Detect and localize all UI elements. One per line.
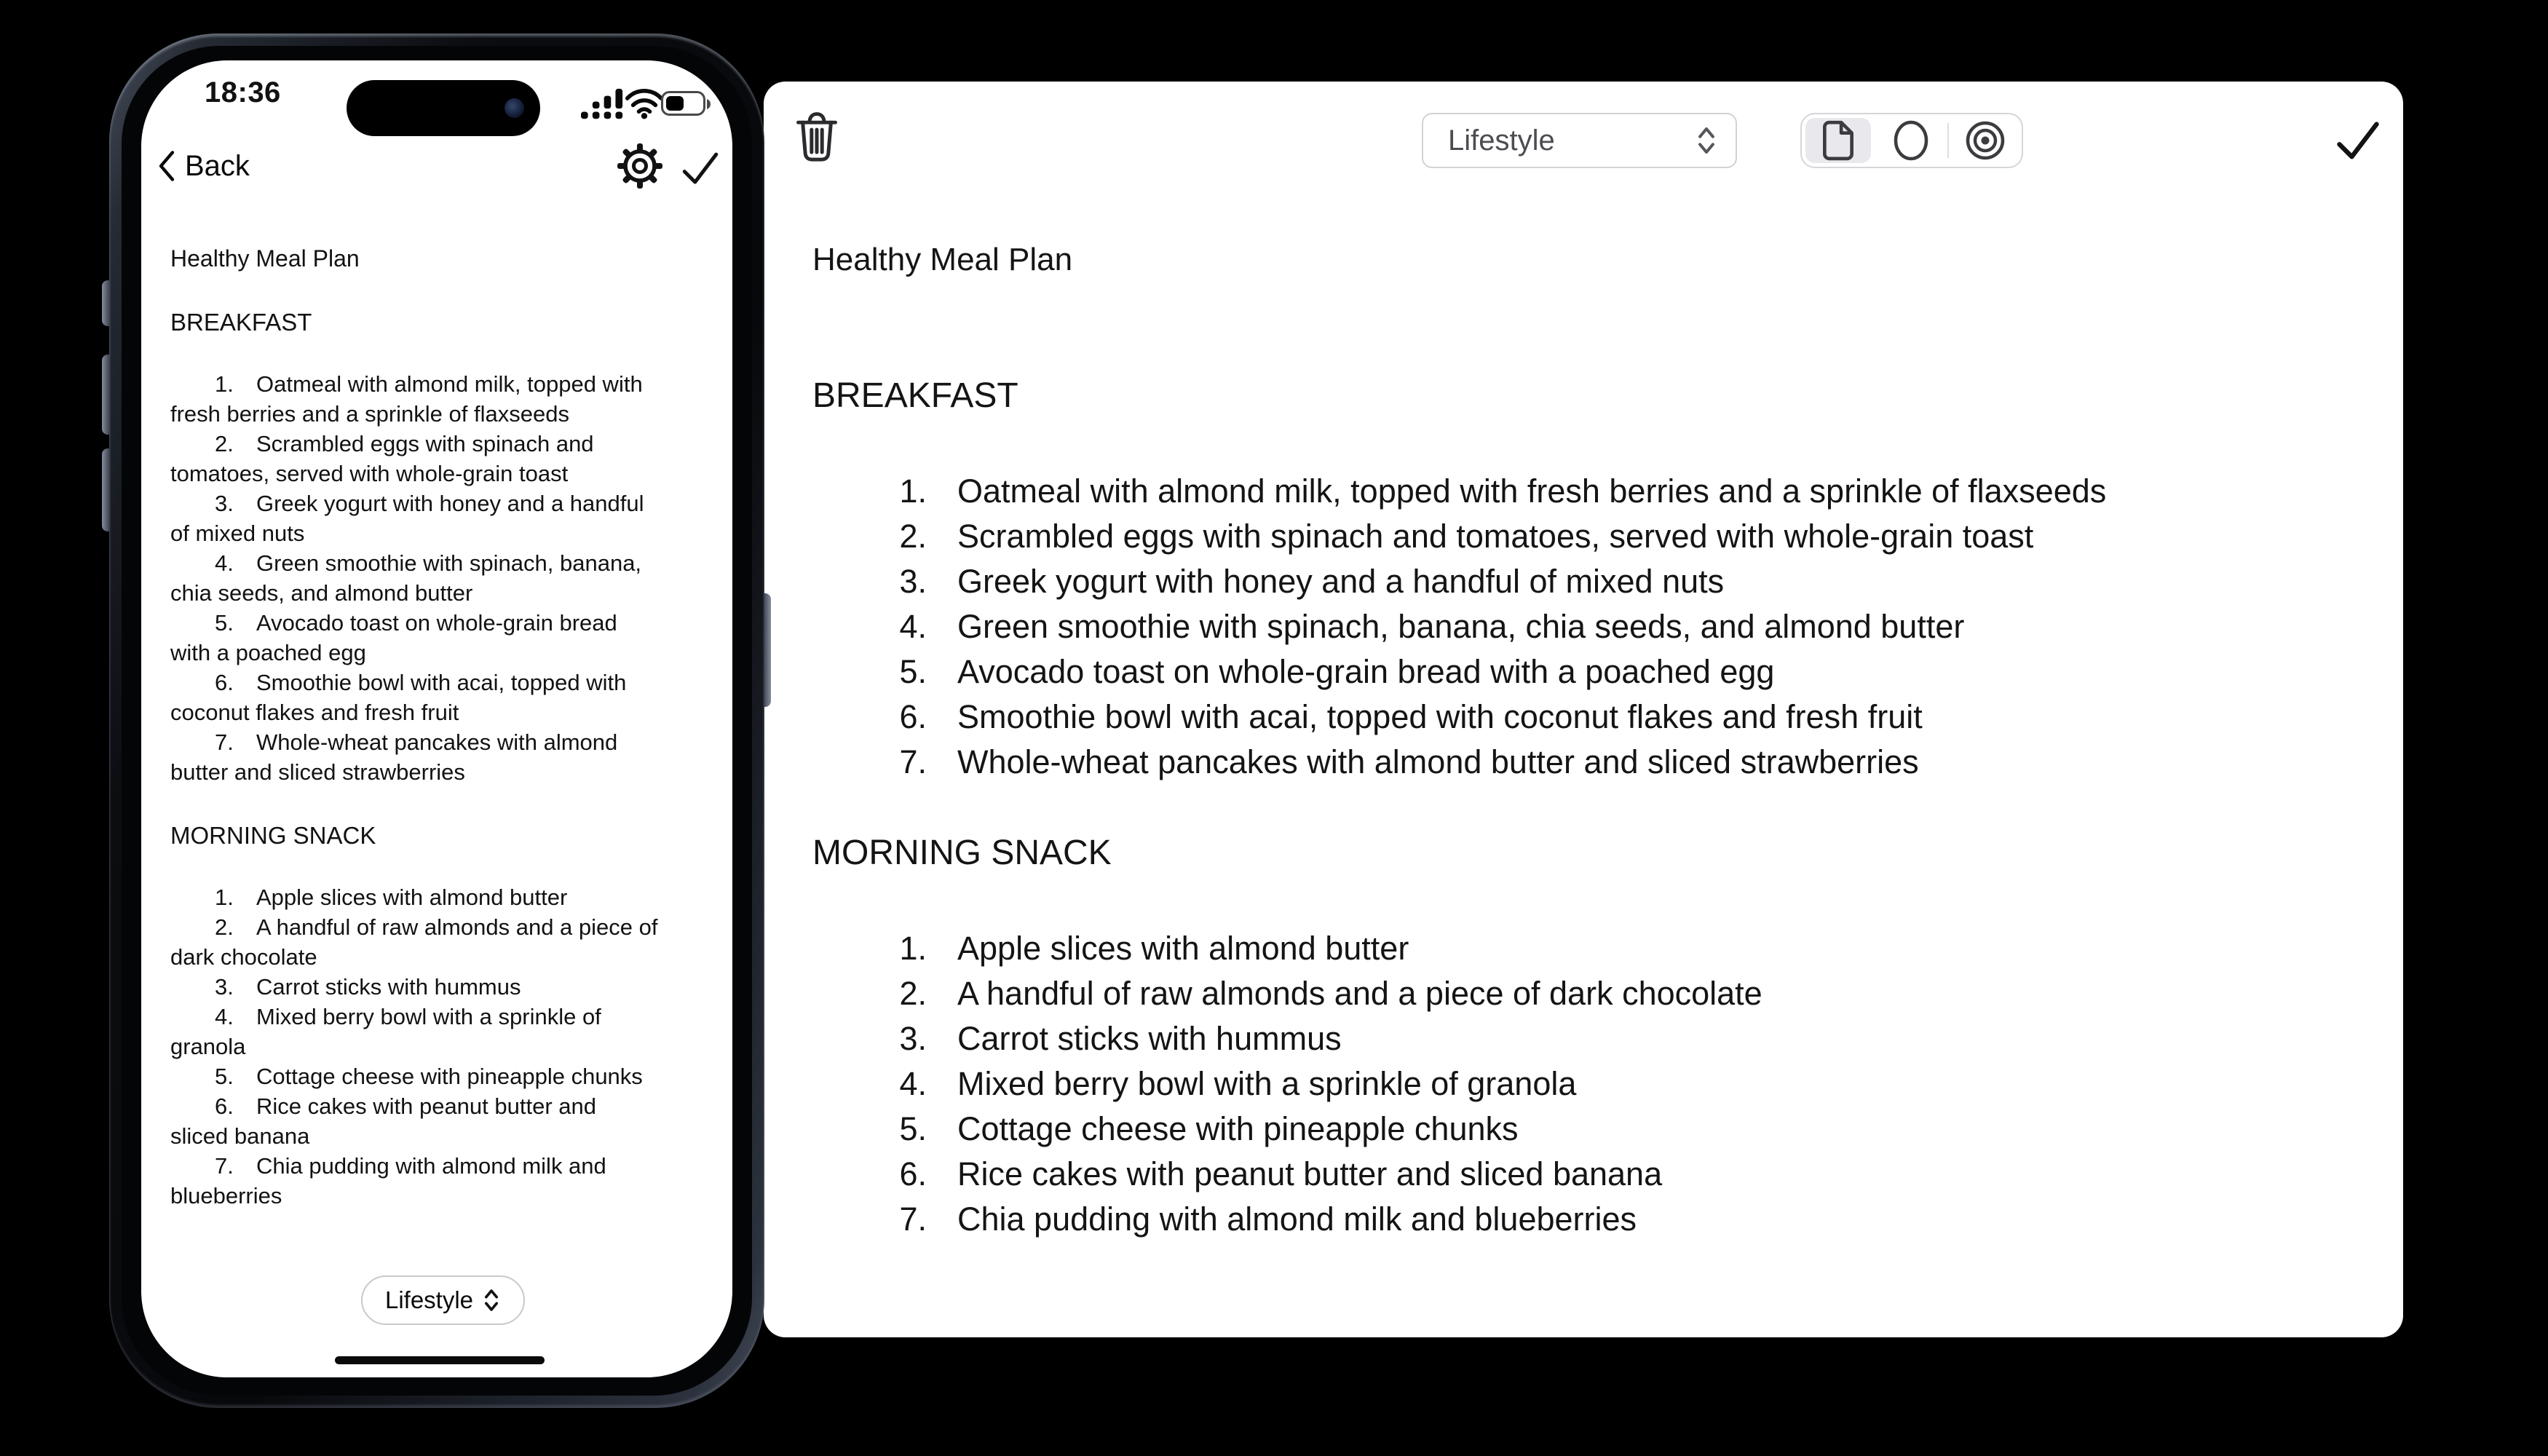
list-item: 7. Whole-wheat pancakes with almond butter and sliced strawberries — [170, 727, 706, 787]
list-item-text: Chia pudding with almond milk and blueberries — [957, 1200, 1637, 1238]
list-item-number: 6. — [899, 698, 927, 735]
list-item — [764, 1107, 2403, 1152]
list-item: 3. Greek yogurt with honey and a handful of mixed nuts — [170, 488, 706, 548]
list-item: 1. Apple slices with almond butter — [170, 882, 706, 912]
list-item-text: Green smoothie with spinach, banana, chia seeds, and almond butter — [957, 608, 1965, 645]
list-item — [764, 1016, 2403, 1061]
list-item-number: 6. — [215, 1093, 234, 1119]
list-item — [764, 740, 2403, 785]
list-item-text: Whole-wheat pancakes with almond butter and sliced strawberries — [957, 743, 1919, 780]
list-item-number: 5. — [899, 1110, 927, 1147]
list-item-text: Scrambled eggs with spinach and tomatoes, served with whole-grain toast — [957, 518, 2034, 555]
list-item-number: 3. — [215, 491, 234, 516]
list-item-number: 3. — [899, 1020, 927, 1057]
list-item: 5. Avocado toast on whole-grain bread with a poached egg — [170, 608, 706, 668]
list-item: 5. Cottage cheese with pineapple chunks — [170, 1061, 706, 1091]
list-item — [764, 559, 2403, 604]
note-sections — [170, 307, 706, 1211]
list-item-number: 3. — [899, 563, 927, 600]
category-picker[interactable] — [361, 1275, 525, 1325]
list-item-number: 5. — [899, 653, 927, 690]
list-item-number: 7. — [215, 729, 234, 755]
delete-note-button[interactable] — [794, 111, 839, 162]
segment-document[interactable] — [1802, 114, 1875, 167]
segment-circle[interactable] — [1875, 114, 1947, 167]
concentric-circles-icon — [1964, 119, 2006, 162]
list-item-text: Mixed berry bowl with a sprinkle of granola — [957, 1065, 1577, 1102]
list-item — [764, 514, 2403, 559]
list-item: 1. Oatmeal with almond milk, topped with fresh berries and a sprinkle of flaxseeds — [170, 369, 706, 429]
list-item — [764, 695, 2403, 740]
list-item-number: 4. — [215, 1004, 234, 1029]
list-item-text: A handful of raw almonds and a piece of dark chocolate — [957, 975, 1762, 1012]
checkmark-icon — [2333, 116, 2383, 166]
list-item-number: 1. — [899, 472, 927, 510]
note-editor-panel — [764, 82, 2403, 1337]
list-item-number: 2. — [899, 975, 927, 1012]
list-item: 2. A handful of raw almonds and a piece of dark chocolate — [170, 912, 706, 972]
phone-note-content — [141, 60, 732, 1211]
segment-target[interactable] — [1949, 114, 2022, 167]
list-item — [764, 1061, 2403, 1107]
numbered-list — [764, 926, 2403, 1242]
list-item: 4. Green smoothie with spinach, banana, chia seeds, and almond butter — [170, 548, 706, 608]
list-item-number: 3. — [215, 974, 234, 1000]
numbered-list — [170, 882, 706, 1211]
list-item: 7. Chia pudding with almond milk and blueberries — [170, 1151, 706, 1211]
list-item-number: 2. — [215, 431, 234, 456]
document-icon — [1820, 119, 1856, 162]
list-item-text: Smoothie bowl with acai, topped with coconut flakes and fresh fruit — [957, 698, 1923, 735]
note-content — [764, 240, 2403, 1242]
list-item-text: Cottage cheese with pineapple chunks — [957, 1110, 1519, 1147]
numbered-list — [764, 469, 2403, 785]
note-title: Healthy Meal Plan — [170, 245, 360, 272]
numbered-list — [170, 369, 706, 787]
list-item — [764, 1197, 2403, 1242]
list-item-number: 7. — [215, 1153, 234, 1179]
list-item-text: Avocado toast on whole-grain bread with a poached egg — [957, 653, 1775, 690]
list-item — [764, 1152, 2403, 1197]
list-item: 3. Carrot sticks with hummus — [170, 972, 706, 1002]
list-item — [764, 926, 2403, 971]
list-item-number: 4. — [215, 550, 234, 576]
category-select-value: Lifestyle — [1448, 124, 1555, 157]
section-heading: BREAKFAST — [170, 309, 312, 336]
list-item: 6. Rice cakes with peanut butter and sliced banana — [170, 1091, 706, 1151]
list-item-number: 1. — [899, 930, 927, 967]
list-item-number: 2. — [215, 914, 234, 940]
list-item: 4. Mixed berry bowl with a sprinkle of granola — [170, 1002, 706, 1061]
status-bar-time: 18:36 — [205, 76, 281, 108]
list-item — [764, 649, 2403, 695]
section-heading: BREAKFAST — [812, 376, 1018, 415]
note-title: Healthy Meal Plan — [812, 242, 1073, 277]
list-item-number: 4. — [899, 1065, 927, 1102]
list-item-text: Rice cakes with peanut butter and sliced banana — [957, 1155, 1663, 1192]
home-indicator[interactable] — [335, 1356, 545, 1364]
list-item-number: 7. — [899, 743, 927, 780]
list-item-text: Oatmeal with almond milk, topped with fresh berries and a sprinkle of flaxseeds — [957, 472, 2107, 510]
back-button-label: Back — [185, 149, 250, 182]
list-item-number: 4. — [899, 608, 927, 645]
list-item-number: 5. — [215, 610, 234, 636]
phone-screen — [141, 60, 732, 1377]
list-item-number: 2. — [899, 518, 927, 555]
chevrons-up-down-icon — [1695, 122, 1718, 159]
list-item — [764, 469, 2403, 514]
list-item-text: Carrot sticks with hummus — [957, 1020, 1342, 1057]
list-item — [764, 971, 2403, 1016]
chevrons-up-down-icon — [482, 1285, 501, 1315]
category-select[interactable] — [1422, 113, 1737, 168]
list-item: 2. Scrambled eggs with spinach and tomatoes, served with whole-grain toast — [170, 429, 706, 488]
list-item — [764, 604, 2403, 649]
list-item: 6. Smoothie bowl with acai, topped with coconut flakes and fresh fruit — [170, 668, 706, 727]
circle-icon — [1893, 119, 1929, 162]
trash-icon — [794, 111, 839, 162]
note-sections — [764, 374, 2403, 1242]
list-item-text: Apple slices with almond butter — [957, 930, 1409, 967]
category-picker-value: Lifestyle — [384, 1286, 474, 1313]
list-item-number: 7. — [899, 1200, 927, 1238]
view-mode-segmented-control — [1800, 113, 2023, 168]
phone-mockup — [109, 33, 764, 1408]
section-heading: MORNING SNACK — [170, 822, 376, 849]
section-heading: MORNING SNACK — [812, 834, 1112, 872]
list-item-number: 6. — [899, 1155, 927, 1192]
list-item-number: 1. — [215, 885, 234, 910]
list-item-number: 6. — [215, 670, 234, 695]
confirm-button[interactable] — [2333, 116, 2383, 166]
list-item-number: 1. — [215, 371, 234, 397]
list-item-text: Greek yogurt with honey and a handful of mixed nuts — [957, 563, 1725, 600]
list-item-number: 5. — [215, 1064, 234, 1089]
